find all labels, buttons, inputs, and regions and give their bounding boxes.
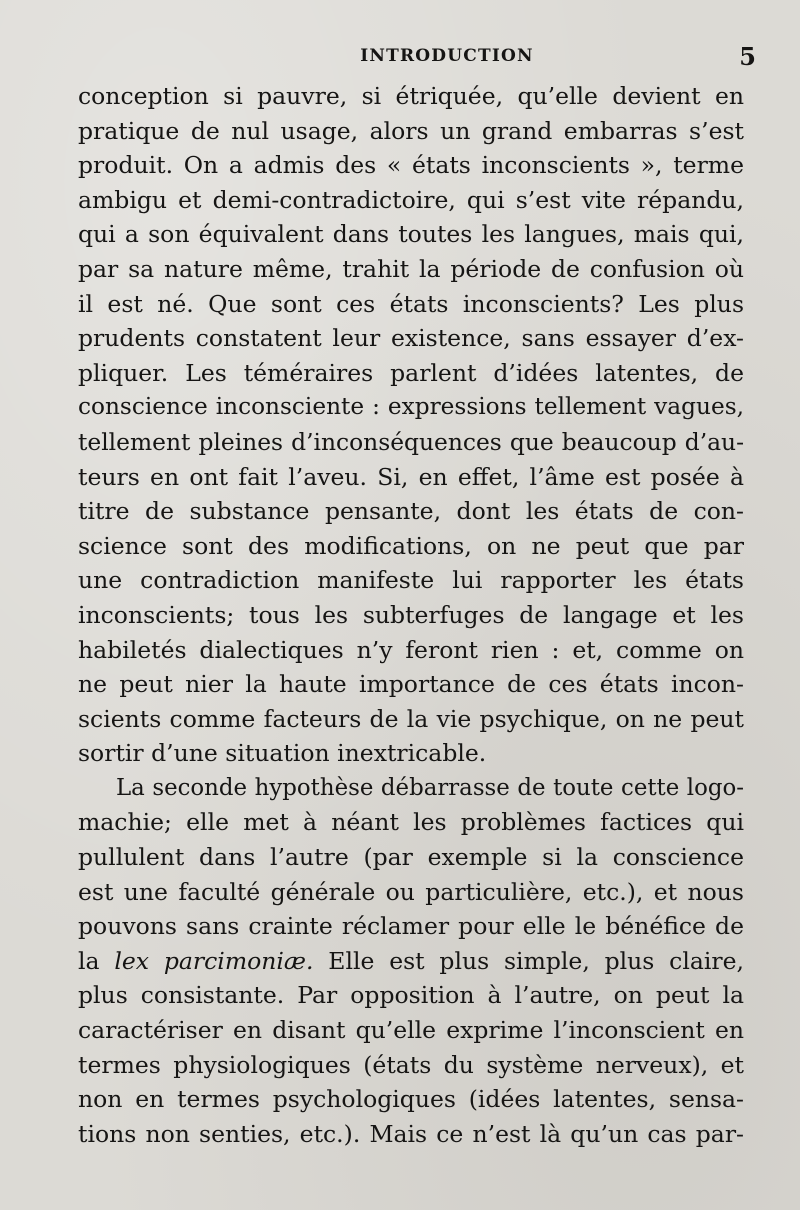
text-line: teurs en ont fait l’aveu. Si, en effet, l’âme est posée à [78, 462, 744, 491]
text-line: machie; elle met à néant les problèmes factices qui [78, 808, 744, 837]
text-line: tions non senties, etc.). Mais ce n’est là qu’un cas par- [78, 1119, 744, 1148]
text-line: par sa nature même, trahit la période de confusion où [78, 254, 744, 283]
text-line: produit. On a admis des « états inconscients », terme [78, 151, 744, 180]
text-line: conscience inconsciente : expressions tellement vagues, [78, 393, 744, 421]
text-line: La seconde hypothèse débarrasse de toute cette logo- [116, 774, 744, 801]
paragraph-2 [78, 771, 744, 1152]
text-line: il est né. Que sont ces états inconscients? Les plus [78, 289, 744, 318]
text-line: pouvons sans crainte réclamer pour elle le bénéfice de [78, 912, 744, 941]
body-text [78, 79, 744, 1151]
latin-phrase: lex parcimoniæ. [114, 946, 314, 975]
text-line: une contradiction manifeste lui rapporter les états [78, 566, 744, 595]
text-line: inconscients; tous les subterfuges de langage et les [78, 600, 744, 629]
text-line: scients comme facteurs de la vie psychique, on ne peut [78, 704, 744, 733]
text-line: pullulent dans l’autre (par exemple si la conscience [78, 843, 744, 872]
text-fragment: Elle est plus simple, plus claire, [328, 946, 744, 975]
text-line: est une faculté générale ou particulière, etc.), et nous [78, 877, 744, 906]
running-title: INTRODUCTION [360, 46, 534, 66]
page-number: 5 [739, 42, 756, 71]
text-line-mixed [78, 944, 744, 979]
text-line: qui a son équivalent dans toutes les langues, mais qui, [78, 220, 744, 249]
text-line: prudents constatent leur existence, sans essayer d’ex- [78, 324, 744, 353]
text-line: caractériser en disant qu’elle exprime l’inconscient en [78, 1016, 744, 1045]
text-line: sortir d’une situation inextricable. [78, 739, 487, 768]
text-line: conception si pauvre, si étriquée, qu’elle devient en [78, 82, 744, 110]
text-line: ne peut nier la haute importance de ces états incon- [78, 670, 744, 699]
text-line: science sont des modifications, on ne peut que par [78, 531, 744, 560]
text-line: plus consistante. Par opposition à l’autre, on peut la [78, 981, 744, 1010]
paragraph-1 [78, 79, 744, 771]
text-line: tellement pleines d’inconséquences que beaucoup d’au- [78, 427, 744, 456]
running-head [78, 42, 756, 74]
text-line: pliquer. Les téméraires parlent d’idées latentes, de [78, 358, 744, 387]
text-fragment: la [78, 946, 100, 975]
text-line: pratique de nul usage, alors un grand embarras s’est [78, 116, 744, 145]
text-line: titre de substance pensante, dont les états de con- [78, 497, 744, 526]
text-line: habiletés dialectiques n’y feront rien : et, comme on [78, 635, 744, 664]
text-line: ambigu et demi-contradictoire, qui s’est vite répandu, [78, 185, 744, 214]
text-line: termes physiologiques (états du système nerveux), et [78, 1050, 744, 1079]
text-line: non en termes psychologiques (idées latentes, sensa- [78, 1085, 744, 1114]
